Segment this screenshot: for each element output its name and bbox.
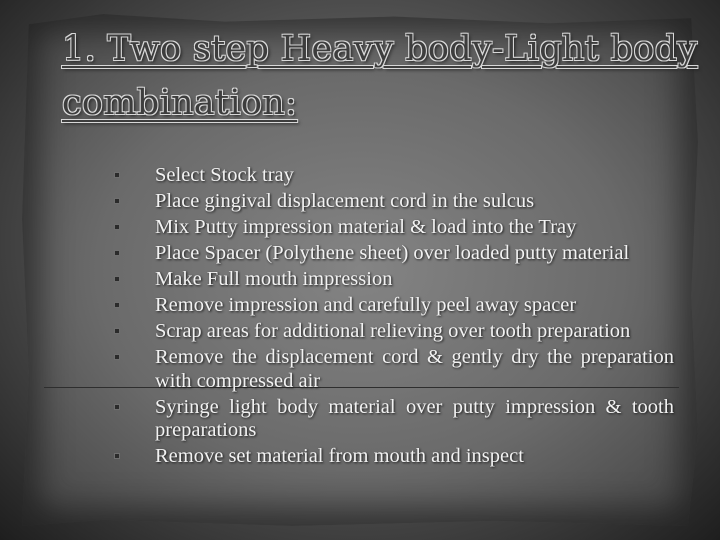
bullet-item-scrap-areas: [112, 320, 674, 344]
bullet-item-place-spacer: [112, 242, 674, 266]
bullet-item-full-mouth-impression: [112, 268, 674, 292]
bullet-item-select-tray: [112, 164, 674, 188]
bullet-text: Scrap areas for additional relieving over tooth preparation: [155, 320, 631, 342]
square-bullet-icon: [114, 172, 120, 178]
square-bullet-icon: [114, 276, 120, 282]
square-bullet-icon: [114, 354, 120, 360]
square-bullet-icon: [114, 302, 120, 308]
square-bullet-icon: [114, 453, 120, 459]
slide-title: 1. Two step Heavy body-Light body combination:: [62, 29, 698, 123]
square-bullet-icon: [114, 224, 120, 230]
bullet-item-remove-cord: [112, 346, 674, 393]
square-bullet-icon: [114, 404, 120, 410]
square-bullet-icon: [114, 250, 120, 256]
bullet-text: Syringe light body material over putty impression & tooth preparations: [155, 395, 674, 441]
bullet-text: Place gingival displacement cord in the sulcus: [155, 190, 535, 212]
bullet-text: Remove set material from mouth and inspect: [155, 445, 524, 467]
bullet-item-mix-putty: [112, 216, 674, 240]
bullet-text: Remove the displacement cord & gently dry the preparation with compressed air: [155, 346, 674, 392]
square-bullet-icon: [114, 328, 120, 334]
square-bullet-icon: [114, 198, 120, 204]
bullet-text: Mix Putty impression material & load into the Tray: [155, 216, 577, 238]
bullet-item-place-cord: [112, 190, 674, 214]
bullet-item-syringe-light-body: [112, 396, 674, 443]
bullet-text: Place Spacer (Polythene sheet) over loaded putty material: [155, 242, 630, 264]
bullet-text: Remove impression and carefully peel away spacer: [155, 294, 577, 316]
bullet-item-remove-impression: [112, 294, 674, 318]
bullet-item-remove-set-material: [112, 445, 674, 469]
bullet-text: Select Stock tray: [155, 164, 294, 186]
bullet-text: Make Full mouth impression: [155, 268, 393, 290]
bullet-list: [112, 164, 674, 471]
